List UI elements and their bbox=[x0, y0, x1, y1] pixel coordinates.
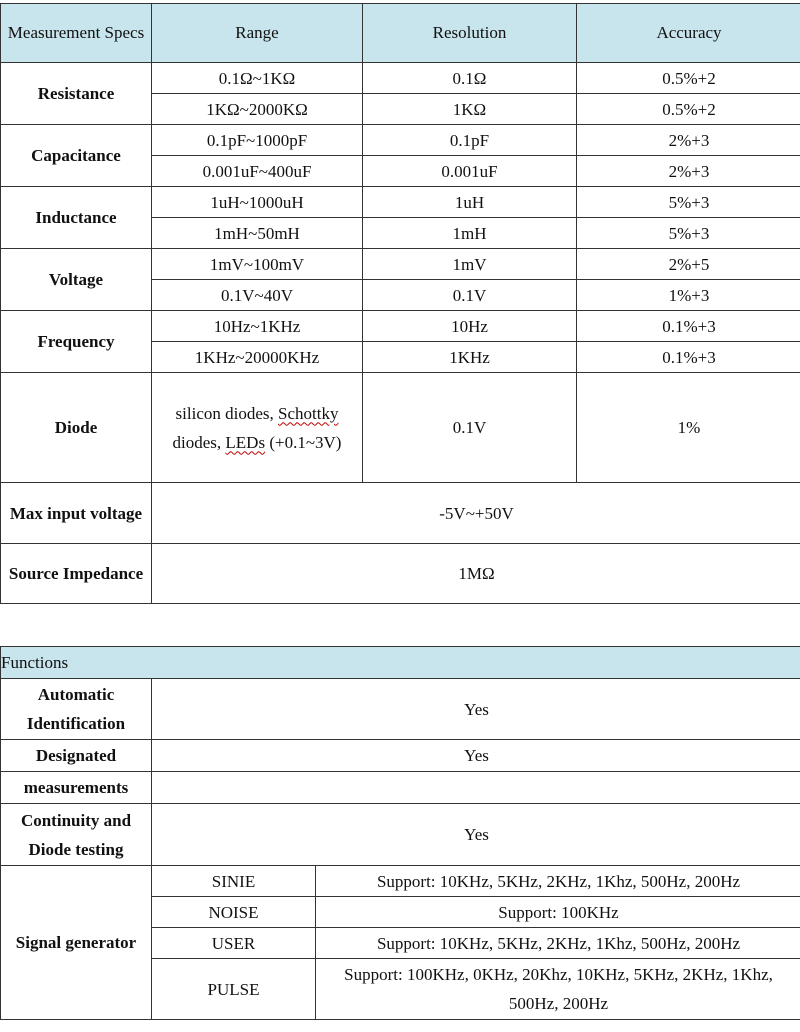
signal-type-cell: NOISE bbox=[152, 897, 316, 928]
functions-title: Functions bbox=[1, 647, 800, 679]
range-cell: 1uH~1000uH bbox=[152, 187, 363, 218]
resolution-cell: 0.1pF bbox=[363, 125, 577, 156]
resolution-cell: 1uH bbox=[363, 187, 577, 218]
table-row bbox=[1, 63, 800, 94]
header-range: Range bbox=[152, 4, 363, 63]
signal-type-cell: SINIE bbox=[152, 866, 316, 897]
signal-support-cell: Support: 10KHz, 5KHz, 2KHz, 1Khz, 500Hz, 200Hz bbox=[316, 866, 800, 897]
range-cell: 1KΩ~2000KΩ bbox=[152, 94, 363, 125]
accuracy-cell: 2%+5 bbox=[577, 249, 800, 280]
diode-range-text-e: (+0.1~3V) bbox=[265, 432, 342, 452]
signal-type-cell: PULSE bbox=[152, 959, 316, 1020]
voltage-label: Voltage bbox=[1, 249, 152, 311]
resistance-label: Resistance bbox=[1, 63, 152, 125]
range-cell: 1mV~100mV bbox=[152, 249, 363, 280]
measurement-specs-table bbox=[0, 3, 800, 604]
signal-support-cell: Support: 100KHz bbox=[316, 897, 800, 928]
table-row bbox=[1, 740, 800, 772]
accuracy-cell: 5%+3 bbox=[577, 218, 800, 249]
source-impedance-label: Source Impedance bbox=[1, 544, 152, 604]
accuracy-cell: 0.1%+3 bbox=[577, 311, 800, 342]
measurements-value bbox=[152, 772, 800, 804]
resolution-cell: 1mH bbox=[363, 218, 577, 249]
diode-resolution-cell: 0.1V bbox=[363, 373, 577, 483]
range-cell: 10Hz~1KHz bbox=[152, 311, 363, 342]
diode-label: Diode bbox=[1, 373, 152, 483]
accuracy-cell: 2%+3 bbox=[577, 125, 800, 156]
max-input-value: -5V~+50V bbox=[152, 483, 800, 544]
signal-support-cell: Support: 100KHz, 0KHz, 20Khz, 10KHz, 5KHz, 2KHz, 1Khz, 500Hz, 200Hz bbox=[316, 959, 800, 1020]
accuracy-cell: 2%+3 bbox=[577, 156, 800, 187]
functions-table bbox=[0, 646, 800, 1020]
table-row bbox=[1, 483, 800, 544]
frequency-label: Frequency bbox=[1, 311, 152, 373]
measurements-label: measurements bbox=[1, 772, 152, 804]
resolution-cell: 0.1V bbox=[363, 280, 577, 311]
range-cell: 0.1V~40V bbox=[152, 280, 363, 311]
automatic-identification-value: Yes bbox=[152, 679, 800, 740]
signal-generator-label: Signal generator bbox=[1, 866, 152, 1020]
accuracy-cell: 5%+3 bbox=[577, 187, 800, 218]
diode-range-text-c: diodes, bbox=[172, 432, 226, 452]
continuity-diode-value: Yes bbox=[152, 804, 800, 866]
diode-range-text-a: silicon diodes, bbox=[175, 403, 278, 423]
capacitance-label: Capacitance bbox=[1, 125, 152, 187]
resolution-cell: 0.1Ω bbox=[363, 63, 577, 94]
resolution-cell: 10Hz bbox=[363, 311, 577, 342]
accuracy-cell: 0.5%+2 bbox=[577, 94, 800, 125]
table-row bbox=[1, 249, 800, 280]
continuity-diode-label: Continuity and Diode testing bbox=[1, 804, 152, 866]
accuracy-cell: 0.1%+3 bbox=[577, 342, 800, 373]
table-row bbox=[1, 187, 800, 218]
table-row bbox=[1, 804, 800, 866]
header-measurement-specs: Measurement Specs bbox=[1, 4, 152, 63]
automatic-identification-label: Automatic Identification bbox=[1, 679, 152, 740]
range-cell: 0.1pF~1000pF bbox=[152, 125, 363, 156]
inductance-label: Inductance bbox=[1, 187, 152, 249]
range-cell: 0.1Ω~1KΩ bbox=[152, 63, 363, 94]
table-row bbox=[1, 311, 800, 342]
functions-header-row bbox=[1, 647, 800, 679]
header-accuracy: Accuracy bbox=[577, 4, 800, 63]
diode-range-text-b: Schottky bbox=[278, 403, 339, 423]
diode-range-cell bbox=[152, 373, 363, 483]
resolution-cell: 0.001uF bbox=[363, 156, 577, 187]
accuracy-cell: 1%+3 bbox=[577, 280, 800, 311]
table-row bbox=[1, 373, 800, 483]
table-row bbox=[1, 544, 800, 604]
table-row bbox=[1, 772, 800, 804]
specs-header-row bbox=[1, 4, 800, 63]
range-cell: 0.001uF~400uF bbox=[152, 156, 363, 187]
signal-type-cell: USER bbox=[152, 928, 316, 959]
range-cell: 1mH~50mH bbox=[152, 218, 363, 249]
source-impedance-value: 1MΩ bbox=[152, 544, 800, 604]
header-resolution: Resolution bbox=[363, 4, 577, 63]
signal-support-cell: Support: 10KHz, 5KHz, 2KHz, 1Khz, 500Hz, 200Hz bbox=[316, 928, 800, 959]
designated-label: Designated bbox=[1, 740, 152, 772]
table-row bbox=[1, 125, 800, 156]
resolution-cell: 1KΩ bbox=[363, 94, 577, 125]
resolution-cell: 1mV bbox=[363, 249, 577, 280]
table-row bbox=[1, 866, 800, 897]
diode-range-text-d: LEDs bbox=[225, 432, 266, 452]
table-row bbox=[1, 679, 800, 740]
max-input-label: Max input voltage bbox=[1, 483, 152, 544]
range-cell: 1KHz~20000KHz bbox=[152, 342, 363, 373]
resolution-cell: 1KHz bbox=[363, 342, 577, 373]
designated-value: Yes bbox=[152, 740, 800, 772]
accuracy-cell: 0.5%+2 bbox=[577, 63, 800, 94]
diode-accuracy-cell: 1% bbox=[577, 373, 800, 483]
